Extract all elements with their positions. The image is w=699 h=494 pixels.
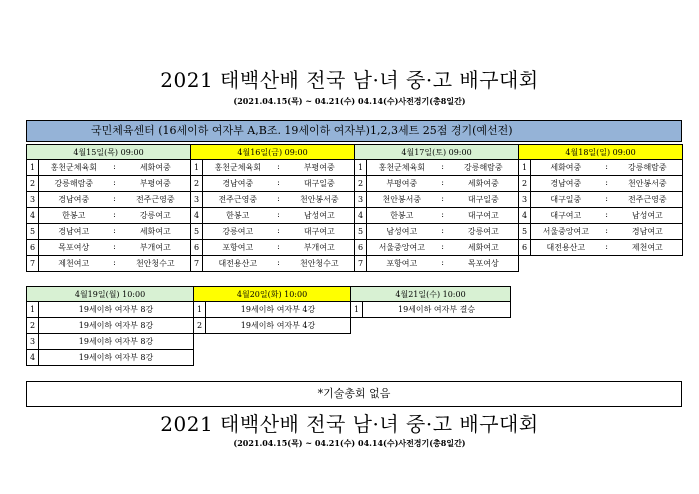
match-cell	[531, 240, 683, 256]
team-away: 부개여고	[139, 243, 171, 252]
match-teams	[367, 226, 518, 237]
versus-separator: :	[277, 162, 280, 171]
match-number: 7	[355, 256, 367, 272]
team-away: 전주근영중	[628, 195, 667, 204]
match-cell: 19세이하 여자부 결승	[363, 302, 511, 318]
match-number: 5	[27, 224, 39, 240]
team-away: 부평여중	[139, 179, 171, 188]
schedule-week2-table	[26, 286, 511, 366]
table-row	[27, 176, 683, 192]
table-row	[27, 350, 511, 366]
versus-separator: :	[277, 210, 280, 219]
match-teams	[39, 210, 190, 221]
versus-separator: :	[113, 178, 116, 187]
match-number: 4	[27, 208, 39, 224]
table-row	[27, 192, 683, 208]
match-number: 2	[519, 176, 531, 192]
versus-separator: :	[113, 194, 116, 203]
match-cell	[203, 176, 355, 192]
match-teams	[39, 178, 190, 189]
versus-separator: :	[605, 178, 608, 187]
match-cell	[39, 208, 191, 224]
match-cell: 19세이하 여자부 8강	[39, 318, 194, 334]
table-row	[27, 160, 683, 176]
team-home: 서울중앙여고	[542, 227, 589, 236]
match-cell: 19세이하 여자부 4강	[206, 302, 351, 318]
team-away: 천안청수고	[135, 259, 175, 268]
match-cell	[367, 240, 519, 256]
match-number: 4	[519, 208, 531, 224]
page-title: 2021 태백산배 전국 남·녀 중·고 배구대회	[160, 68, 539, 92]
date-header: 4월17일(토) 09:00	[355, 145, 519, 160]
match-cell	[531, 176, 683, 192]
team-home: 대전용산고	[218, 259, 258, 268]
match-number: 2	[27, 176, 39, 192]
match-number: 2	[27, 318, 39, 334]
date-header: 4월20일(화) 10:00	[194, 287, 351, 302]
team-home: 서울중앙여고	[378, 243, 425, 252]
venue-banner: 국민체육센터 (16세이하 여자부 A,B조. 19세이하 여자부)1,2,3세트 25점 경기(예선전)	[26, 120, 682, 142]
match-number: 3	[355, 192, 367, 208]
team-away: 경남여고	[631, 227, 663, 236]
match-number: 6	[27, 240, 39, 256]
match-cell	[367, 256, 519, 272]
match-number: 6	[519, 240, 531, 256]
match-number: 1	[27, 160, 39, 176]
team-away: 남성여고	[303, 211, 335, 220]
versus-separator: :	[277, 258, 280, 267]
table-row	[27, 240, 683, 256]
match-cell	[203, 160, 355, 176]
match-cell: 19세이하 여자부 4강	[206, 318, 351, 334]
team-away: 세화여중	[467, 179, 499, 188]
team-home: 경남여중	[550, 179, 582, 188]
match-number: 5	[519, 224, 531, 240]
match-cell	[203, 256, 355, 272]
team-home: 경남여중	[222, 179, 254, 188]
match-teams	[203, 210, 354, 221]
versus-separator: :	[113, 258, 116, 267]
match-teams	[531, 226, 682, 237]
team-away: 대구여고	[303, 227, 335, 236]
team-away: 세화여고	[467, 243, 499, 252]
match-teams	[367, 162, 518, 173]
team-away: 제천여고	[631, 243, 663, 252]
match-cell	[203, 240, 355, 256]
table-row	[27, 334, 511, 350]
match-number: 2	[355, 176, 367, 192]
team-away: 전주근영중	[135, 195, 175, 204]
team-away: 남성여고	[631, 211, 663, 220]
match-number: 7	[191, 256, 203, 272]
match-number: 2	[191, 176, 203, 192]
team-home: 대구일중	[550, 195, 582, 204]
versus-separator: :	[113, 162, 116, 171]
match-cell	[367, 160, 519, 176]
match-cell	[367, 208, 519, 224]
table-row	[27, 224, 683, 240]
team-home: 전주근영중	[218, 195, 258, 204]
match-number: 3	[191, 192, 203, 208]
match-cell	[39, 240, 191, 256]
match-teams	[39, 194, 190, 205]
match-number: 4	[355, 208, 367, 224]
versus-separator: :	[605, 162, 608, 171]
versus-separator: :	[277, 178, 280, 187]
team-home: 홍천군체육회	[50, 163, 97, 172]
match-teams	[367, 242, 518, 253]
team-away: 부평여중	[303, 163, 335, 172]
team-away: 대구일중	[467, 195, 499, 204]
match-cell	[39, 224, 191, 240]
match-teams	[203, 226, 354, 237]
footer-title: 2021 태백산배 전국 남·녀 중·고 배구대회	[160, 412, 539, 436]
match-cell	[531, 192, 683, 208]
match-number: 1	[27, 302, 39, 318]
match-cell	[531, 224, 683, 240]
match-teams	[367, 210, 518, 221]
team-home: 한봉고	[226, 211, 250, 220]
versus-separator: :	[605, 210, 608, 219]
team-home: 세화여중	[550, 163, 582, 172]
match-cell	[367, 192, 519, 208]
date-header: 4월19일(월) 10:00	[27, 287, 194, 302]
match-number: 2	[194, 318, 206, 334]
versus-separator: :	[277, 226, 280, 235]
match-teams	[367, 258, 518, 269]
match-teams	[203, 258, 354, 269]
team-home: 경남여고	[58, 227, 90, 236]
versus-separator: :	[113, 210, 116, 219]
team-away: 대구여고	[467, 211, 499, 220]
match-number: 1	[355, 160, 367, 176]
team-away: 천안봉서중	[628, 179, 667, 188]
versus-separator: :	[441, 226, 444, 235]
team-home: 부평여중	[386, 179, 418, 188]
team-home: 천안봉서중	[382, 195, 422, 204]
match-cell: 19세이하 여자부 8강	[39, 302, 194, 318]
match-teams	[531, 162, 682, 173]
match-cell	[367, 224, 519, 240]
match-cell	[39, 160, 191, 176]
match-teams	[39, 162, 190, 173]
date-header: 4월16일(금) 09:00	[191, 145, 355, 160]
team-away: 대구일중	[303, 179, 335, 188]
match-cell	[203, 224, 355, 240]
team-away: 부개여고	[303, 243, 335, 252]
page-subtitle: (2021.04.15(목) ~ 04.21(수) 04.14(수)사전경기(총8일간)	[233, 96, 466, 106]
versus-separator: :	[605, 226, 608, 235]
team-away: 천안청수고	[299, 259, 339, 268]
table-row	[27, 208, 683, 224]
versus-separator: :	[441, 194, 444, 203]
match-teams	[203, 242, 354, 253]
match-number: 5	[191, 224, 203, 240]
team-home: 강릉해람중	[54, 179, 94, 188]
date-header: 4월18일(일) 09:00	[519, 145, 683, 160]
team-home: 한봉고	[62, 211, 86, 220]
team-away: 강릉해람중	[463, 163, 503, 172]
match-cell: 19세이하 여자부 8강	[39, 334, 194, 350]
match-number: 1	[351, 302, 363, 318]
match-cell: 19세이하 여자부 8강	[39, 350, 194, 366]
team-away: 천안봉서중	[299, 195, 339, 204]
date-header: 4월15일(목) 09:00	[27, 145, 191, 160]
team-home: 남성여고	[386, 227, 418, 236]
match-cell	[203, 208, 355, 224]
note-box: *기술총회 없음	[26, 381, 682, 407]
match-teams	[531, 194, 682, 205]
versus-separator: :	[441, 162, 444, 171]
versus-separator: :	[605, 194, 608, 203]
match-teams	[531, 210, 682, 221]
match-number: 5	[355, 224, 367, 240]
match-cell	[39, 176, 191, 192]
match-number: 4	[191, 208, 203, 224]
team-home: 홍천군체육회	[214, 163, 261, 172]
versus-separator: :	[441, 178, 444, 187]
team-home: 한봉고	[390, 211, 414, 220]
match-teams	[203, 178, 354, 189]
versus-separator: :	[277, 194, 280, 203]
match-number: 6	[355, 240, 367, 256]
match-number: 3	[27, 192, 39, 208]
team-home: 홍천군체육회	[378, 163, 425, 172]
table-row	[27, 318, 511, 334]
versus-separator: :	[441, 210, 444, 219]
match-teams	[39, 258, 190, 269]
team-away: 강릉여고	[139, 211, 171, 220]
versus-separator: :	[113, 226, 116, 235]
match-number: 7	[27, 256, 39, 272]
team-away: 목포여상	[467, 259, 499, 268]
match-cell	[531, 160, 683, 176]
match-teams	[203, 194, 354, 205]
table-row	[27, 256, 683, 272]
team-home: 대전용산고	[546, 243, 586, 252]
versus-separator: :	[605, 242, 608, 251]
match-number: 1	[191, 160, 203, 176]
team-home: 제천여고	[58, 259, 90, 268]
match-cell	[39, 192, 191, 208]
team-home: 포항여고	[386, 259, 418, 268]
match-cell	[39, 256, 191, 272]
versus-separator: :	[441, 258, 444, 267]
versus-separator: :	[113, 242, 116, 251]
team-home: 경남여중	[58, 195, 90, 204]
match-teams	[531, 242, 682, 253]
match-number: 4	[27, 350, 39, 366]
match-number: 1	[519, 160, 531, 176]
match-number: 6	[191, 240, 203, 256]
match-teams	[367, 194, 518, 205]
date-header-row	[27, 145, 683, 160]
versus-separator: :	[441, 242, 444, 251]
match-teams	[39, 226, 190, 237]
match-number: 3	[27, 334, 39, 350]
footer-subtitle: (2021.04.15(목) ~ 04.21(수) 04.14(수)사전경기(총8일간)	[233, 438, 466, 448]
match-cell	[367, 176, 519, 192]
team-away: 세화여고	[139, 227, 171, 236]
match-teams	[39, 242, 190, 253]
match-number: 1	[194, 302, 206, 318]
versus-separator: :	[277, 242, 280, 251]
team-home: 포항여고	[222, 243, 254, 252]
match-number: 3	[519, 192, 531, 208]
team-away: 강릉해람중	[628, 163, 667, 172]
match-teams	[367, 178, 518, 189]
match-teams	[531, 178, 682, 189]
schedule-week1-table	[26, 144, 683, 272]
team-home: 목포여상	[58, 243, 90, 252]
match-cell	[203, 192, 355, 208]
team-away: 강릉여고	[467, 227, 499, 236]
team-home: 대구여고	[550, 211, 582, 220]
team-home: 강릉여고	[222, 227, 254, 236]
date-header-row	[27, 287, 511, 302]
table-row	[27, 302, 511, 318]
match-teams	[203, 162, 354, 173]
team-away: 세화여중	[139, 163, 171, 172]
date-header: 4월21일(수) 10:00	[351, 287, 511, 302]
match-cell	[531, 208, 683, 224]
